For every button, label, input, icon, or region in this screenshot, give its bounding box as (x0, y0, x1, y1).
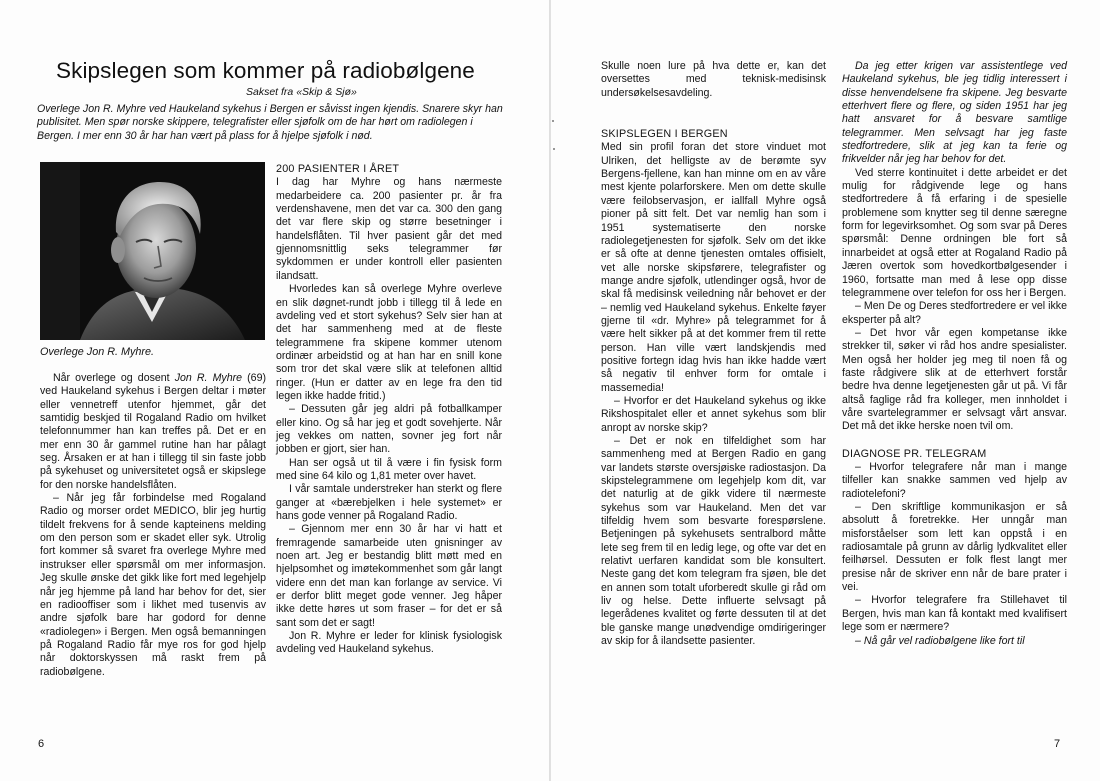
paragraph: I vår samtale understreker han sterkt og flere ganger at «bærebjelken i hele systemet» er hans gode venner på Rogaland Radio. (276, 483, 502, 522)
right-column-2 (842, 60, 1067, 648)
paragraph: – Hvorfor er det Haukeland sykehus og ikke Rikshospitalet eller et annet sykehus som blir anropt av norske skip? (601, 394, 826, 434)
paragraph: – Når jeg får forbindelse med Rogaland Radio og morser ordet MEDICO, blir jeg hurtig tildelt frekvens for å sende kapteinens melding om den person som er skadet eller syk. Utrolig fort kommer så svaret fra overlege Myhre med instrukser eller spørsmål om mer informasjon. Jeg skulle ønske det gikk like fort med legehjelp når jeg hjemme på land har behov for det, sier en radiooffiser som i likhet med tusenvis av andre sjøfolk bare har godord for denne «radiolegen» i Bergen. Men også bemanningen på Rogaland Radio får mye ros for god hjelp når doktorskyssen må raskt frem på radiobølgene. (40, 492, 266, 678)
page-number: 6 (38, 738, 45, 750)
paragraph: I dag har Myhre og hans nærmeste medarbeidere ca. 200 pasienter pr. år fra verdenshavene, men det var ca. 300 den gang det var flere skip og større besetninger i handelsflåten. Til hver pasient går det med gjennomsnittlig seks telegrammer før sykdommen er under kontroll eller pasienten ilandsatt. (276, 176, 502, 282)
paragraph: – Hvorfor telegrafere når man i mange tilfeller kan snakke sammen ved hjelp av radiotelefoni? (842, 461, 1067, 500)
portrait-illustration (40, 162, 265, 340)
paragraph-quote: Da jeg etter krigen var assistentlege ved Haukeland sykehus, ble jeg tidlig interessert i disse henvendelsene fra skipene. Jeg besvarte etterhvert flere og flere, og siden 1951 har jeg hatt ansvaret for å besvare samtlige telegrammer. Men selvsagt har jeg faste stedfortredere, slik at jeg kan ta ferie og frikvelder når jeg har behov for det. (842, 60, 1067, 166)
left-column-2 (276, 163, 502, 657)
paragraph-text: Når overlege og dosent (53, 372, 175, 384)
left-page (0, 0, 549, 781)
source-credit: Sakset fra «Skip & Sjø» (246, 86, 357, 98)
section-heading: 200 PASIENTER I ÅRET (276, 163, 400, 175)
paragraph: – Nå går vel radiobølgene like fort til (855, 634, 1025, 647)
right-page (551, 0, 1100, 781)
paragraph: – Det er nok en tilfeldighet som har sammenheng med at Bergen Radio en gang var landets største oversjøiske radiostasjon. Da skipstelegrammene om legehjelp kom dit, var det naturlig at de gikk videre til nærmeste sykehus som var Haukeland. Men det var tilfeldig hvem som besvarte forespørslene. Betjeningen på sykehusets sentralbord måtte lete seg frem til en ledig lege, og ofte var det en relativt uerfaren kandidat som ble konsultert. Neste gang det kom telegram fra sjøen, ble det en annen som totalt uforberedt skulle gi råd om liv og helse. Dette influerte selvsagt på legerådenes kvalitet og førte dessuten til at det ble ganske mange unødvendige omdirigeringer av skip for å ilandsette pasienter. (601, 435, 826, 648)
paragraph: Ved sterre kontinuitet i dette arbeidet er det mulig for rådgivende lege og hans stedfortredere å få erfaring i de spesielle problemene som knytter seg til denne særegne form for legevirksomhet. Og som svar på Deres spørsmål: Denne ordningen ble fort så innarbeidet at også etter at Rogaland Radio på Jæren overtok som hovedkortbølgesender i 1960, fortsatte man med å lese opp disse telegrammene over telefon for oss her i Bergen. (842, 166, 1067, 299)
article-title: Skipslegen som kommer på radiobølgene (56, 58, 475, 83)
paragraph: Med sin profil foran det store vinduet mot Ulriken, det helligste av de berømte syv Bergens-fjellene, kan han minne om en av våre mest kjente polarforskere. Men om dette skulle være feilobservasjon, er iallfall Myhre også pioner på sitt felt. Det var nemlig han som i 1951 systematiserte den norske radiolegetjenesten for sjøfolk. Selv om det ikke er så ofte at denne tjenesten omtales offisielt, vet alle norske skipsførere, telegrafister og mange andre sjøfolk, utlendinger også, hvor de skal få medisinsk veiledning når behovet er der – nemlig ved Haukeland sykehus. Enkelte føyer gjerne til «dr. Myhre» på telegrammet for å være helt sikker på at det kommer frem til rette person. Han ville vært landskjendis med positive fortegn idag hvis han ikke hadde vært så negativ til enhver form for omtale i massemedia! (601, 141, 826, 394)
paragraph: – Dessuten går jeg aldri på fotballkamper eller kino. Og så har jeg et godt sovehjerte. Når jeg vekkes om natten, sovner jeg fort når jobben er gjort, sier han. (276, 403, 502, 456)
scan-speck (552, 120, 554, 122)
paragraph: Skulle noen lure på hva dette er, kan det oversettes med teknisk-medisinsk undersøkelsesavdeling. (601, 60, 826, 99)
photo-caption: Overlege Jon R. Myhre. (40, 346, 155, 358)
left-column-1 (40, 372, 266, 679)
right-column-1 (601, 60, 826, 649)
portrait-photo (40, 162, 265, 340)
paragraph: – Den skriftlige kommunikasjon er så absolutt å foretrekke. Her unngår man misforståelser som lett kan oppstå i en radiosamtale på grunn av dårlig lydkvalitet eller feilhørsel. Dessuten er folk flest langt mer presise når de skriver enn når de bare prater i vei. (842, 501, 1067, 594)
person-name: Jon R. Myhre (174, 372, 243, 384)
paragraph (40, 372, 266, 492)
paragraph-text: (69) ved Haukeland sykehus i Bergen deltar i møter eller vennetreff utenfor hjemmet, går det samtidig beskjed til Rogaland Radio om hvilket telefonnummer han kan treffes på. Det er en mer enn 30 år gammel rutine han har pålagt seg. Årsaken er at han i tillegg til sin faste jobb på sykehuset og universitetet også er skipslege for den norske handelsflåten. (40, 372, 266, 491)
paragraph: – Men De og Deres stedfortredere er vel ikke eksperter på alt? (842, 300, 1067, 326)
section-heading: SKIPSLEGEN I BERGEN (601, 128, 728, 141)
paragraph: Hvorledes kan så overlege Myhre overleve en slik døgnet-rundt jobb i tillegg til å lede en avdeling ved et stort sykehus? Selv sier han at det har sammenheng med at de fleste telegrammene fra skipene kommer utenom ordinær arbeidstid og at han har en snill kone som tror det skal være slik at telefonen alltid ringer. (Hun er datter av en lege fra den tid legen ikke hadde fritid.) (276, 283, 502, 402)
page-number: 7 (1054, 738, 1061, 750)
section-heading: DIAGNOSE PR. TELEGRAM (842, 447, 987, 460)
paragraph: Han ser også ut til å være i fin fysisk form med sine 64 kilo og 1,81 meter over havet. (276, 456, 502, 482)
paragraph: Jon R. Myhre er leder for klinisk fysiologisk avdeling ved Haukeland sykehus. (276, 630, 502, 656)
paragraph: – Gjennom mer enn 30 år har vi hatt et fremragende samarbeide uten gnisninger av noen art. Jeg er bestandig blitt møtt med en hjelpsomhet og imøtekommenhet som går langt videre enn det man kan forlange av service. Vi er derfor blitt meget gode venner. Jeg håper ikke dette høres ut som fraser – for det er så sant som det er sagt! (276, 523, 502, 629)
paragraph: – Det hvor vår egen kompetanse ikke strekker til, søker vi råd hos andre spesialister. Men også her holder jeg meg til noen få og faste rådgivere slik at de etterhvert forstår bedre hva denne legetjenesten går ut på. Vi får altså faglige råd fra kolleger, men innholdet i våre svartelegrammer er selvsagt vårt ansvar. Det må det ikke herske noen tvil om. (842, 326, 1067, 433)
article-lead: Overlege Jon R. Myhre ved Haukeland sykehus i Bergen er såvisst ingen kjendis. Snarere skyr han publisitet. Men spør norske skippere, telegrafister eller sjøfolk om de har hørt om radiolegen i Bergen. I mer enn 30 år har han vært på plass for å hjelpe sjøfolk i nød. (37, 103, 503, 142)
paragraph: – Hvorfor telegrafere fra Stillehavet til Bergen, hvis man kan få kontakt med kvalifisert lege som er nærmere? (842, 594, 1067, 634)
scan-speck (553, 148, 555, 150)
